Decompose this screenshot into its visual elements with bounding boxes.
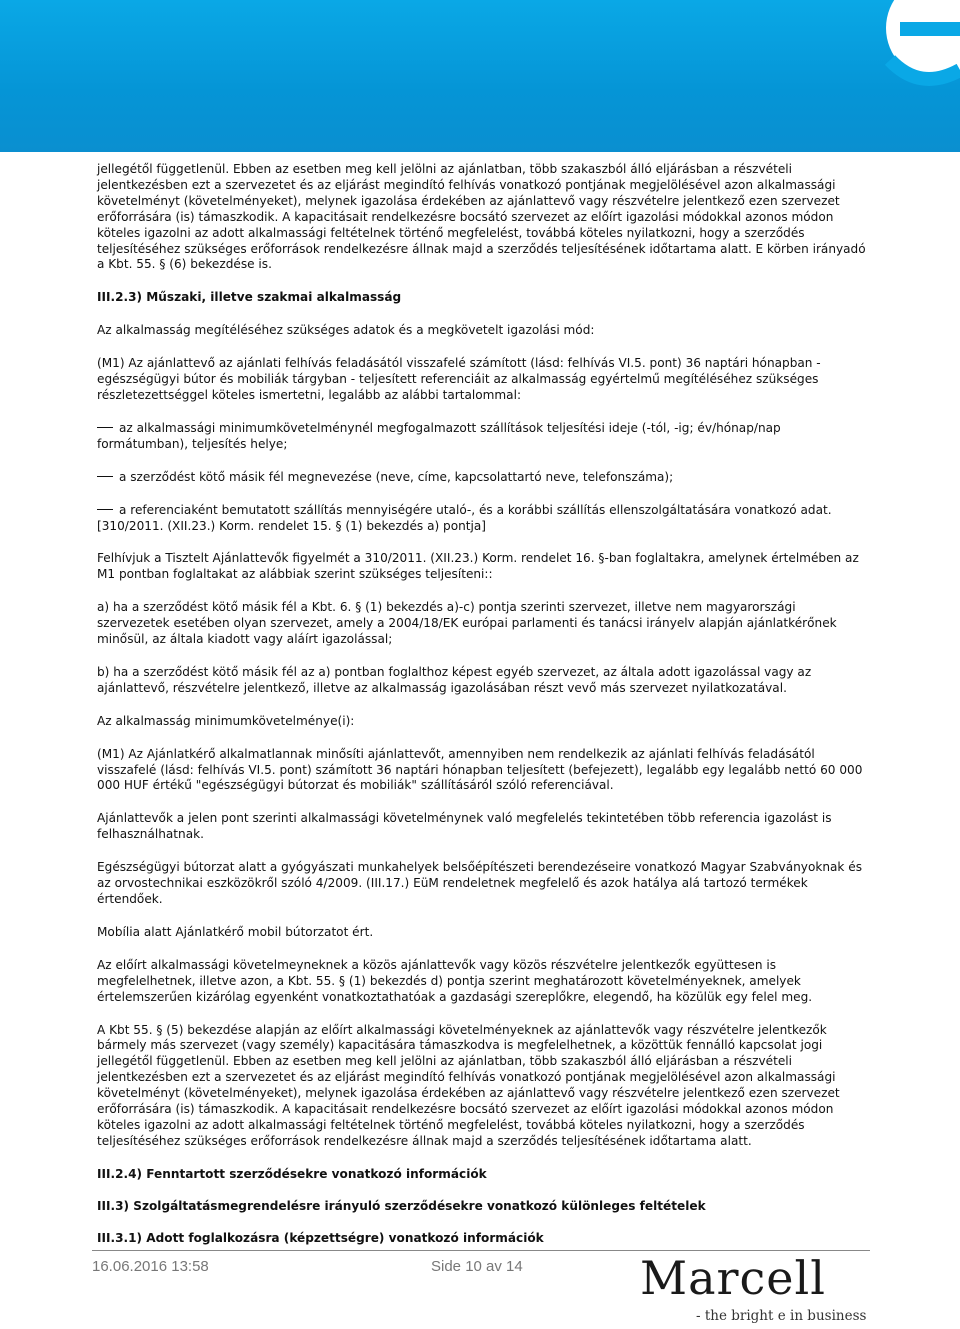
paragraph: Felhívjuk a Tisztelt Ajánlattevők figyelmét a 310/2011. (XII.23.) Korm. rendelet 16. §-ban foglaltakra, amelynek értelmében az M1 pontban foglaltakat az alábbiak szerint szükséges teljesíteni::: [97, 551, 859, 582]
section-heading: III.2.4) Fenntartott szerződésekre vonatkozó információk: [97, 1166, 487, 1181]
section-heading: III.2.3) Műszaki, illetve szakmai alkalmasság: [97, 290, 402, 305]
dash-bullet-icon: [97, 427, 113, 428]
paragraph: (M1) Az ajánlattevő az ajánlati felhívás feladásától visszafelé számított (lásd: felhívás VI.5. pont) 36 naptári hónapban - egészségügyi bútor és mobiliák tárgyban - teljesített referenciáit az alkalmasság egyértelmű megítéléséhez szükséges részletezettséggel köteles ismertetni, legalább az alábbi tartalommal:: [97, 356, 821, 402]
paragraph: b) ha a szerződést kötő másik fél az a) pontban foglalthoz képest egyéb szervezet, az általa adott igazolással vagy az ajánlattevő, részvételre jelentkező, illetve az alkalmasság igazolásában részt vevő más szervezet nyilatkozatával.: [97, 664, 812, 695]
paragraph: (M1) Az Ajánlatkérő alkalmatlannak minősíti ajánlattevőt, amennyiben nem rendelkezik az ajánlati felhívás feladásától visszafelé (lásd: felhívás VI.5. pont) számított 36 naptári hónapban teljesített (befejezett), legalább egy legalább nettó 60 000 000 HUF értékű "egészségügyi bútorzat és mobiliák" szállításáról szóló referenciával.: [97, 746, 863, 793]
paragraph: a) ha a szerződést kötő másik fél a Kbt. 6. § (1) bekezdés a)-c) pontja szerinti szervezet, illetve nem magyarországi szervezetek esetében olyan szervezet, amely a 2004/18/EK európai parlamenti és tanácsi irányelv alapján ajánlatkérőnek minősül, az általa kiadott vagy aláírt igazolással;: [97, 600, 837, 647]
paragraph: Mobília alatt Ajánlatkérő mobil bútorzatot ért.: [97, 924, 374, 939]
dash-bullet-icon: [97, 476, 113, 477]
paragraph: Egészségügyi bútorzat alatt a gyógyászati munkahelyek belsőépítészeti berendezéseire vonatkozó Magyar Szabványoknak és az orvostechnikai eszközökről szóló 4/2009. (III.17.) EüM rendeletnek megfelelő és azok hatálya alá tartozó termékek értendőek.: [97, 860, 863, 906]
footer-page-number: Side 10 av 14: [431, 1258, 523, 1275]
bullet-text: a szerződést kötő másik fél megnevezése (neve, címe, kapcsolattartó neve, telefonszáma);: [119, 469, 674, 484]
paragraph: Az alkalmasság megítéléséhez szükséges adatok és a megkövetelt igazolási mód:: [97, 323, 595, 338]
bullet-item: [97, 470, 867, 486]
footer-date: 16.06.2016 13:58: [92, 1258, 209, 1275]
brand-e-icon: [850, 0, 960, 110]
paragraph: Az alkalmasság minimumkövetelménye(i):: [97, 713, 355, 728]
document-body: [97, 162, 867, 1263]
brand-tagline: - the bright e in business: [696, 1308, 867, 1324]
paragraph: A Kbt 55. § (5) bekezdése alapján az előírt alkalmassági követelményeknek az ajánlattevők vagy részvételre jelentkezők bármely más szervezet (vagy személy) kapacitására támaszkodva is megfelelhetnek, a közöttük fennálló kapcsolat jogi jellegétől függetlenül. Ebben az esetben meg kell jelölni az ajánlatban, több szakaszból álló eljárásban a részvételi jelentkezésben ezt a szervezetet és az eljárást megindító felhívás vonatkozó pontjának megjelölésével azon alkalmassági követelményt (követelményeket), melynek igazolása érdekében az ajánlattevő vagy részvételre jelentkező ezen szervezet erőforrására (is) támaszkodik. A kapacitásait rendelkezésre bocsátó szervezet az előírt igazolási módokkal azonos módon köteles igazolni az adott alkalmassági feltételnek történő megfelelést, továbbá köteles nyilatkozni, hogy a szerződés teljesítéséhez szükséges erőforrások rendelkezésre állnak majd a szerződés teljesítésének időtartama alatt.: [97, 1022, 840, 1148]
bullet-item: [97, 503, 867, 535]
bullet-text: a referenciaként bemutatott szállítás mennyiségére utaló-, és a korábbi szállítás ellenszolgáltatására vonatkozó adat. [310/2011. (XII.23.) Korm. rendelet 15. § (1) bekezdés a) pontja]: [97, 502, 832, 533]
section-heading: III.3) Szolgáltatásmegrendelésre irányuló szerződésekre vonatkozó különleges feltételek: [97, 1198, 706, 1213]
brand-logo: [640, 1252, 870, 1326]
paragraph: Az előírt alkalmassági követelmeyneknek a közös ajánlattevők vagy közös részvételre jelentkezők együttesen is megfelelhetnek, illetve azon, a Kbt. 55. § (1) bekezdés d) pontja szerint meghatározott követelményeknek, amelyek értelemszerűen kizárólag egyenként vonatkoztathatóak a gazdasági szereplőkre, elegendő, ha közülük egy felel meg.: [97, 957, 813, 1004]
brand-name: Marcell: [640, 1251, 826, 1305]
paragraph: Ajánlattevők a jelen pont szerinti alkalmassági követelménynek való megfelelés tekintetében több referencia igazolást is felhasználhatnak.: [97, 811, 832, 842]
bullet-item: [97, 421, 867, 453]
dash-bullet-icon: [97, 509, 113, 510]
paragraph: jellegétől függetlenül. Ebben az esetben meg kell jelölni az ajánlatban, több szakaszból álló eljárásban a részvételi jelentkezésben ezt a szervezetet és az eljárást megindító felhívás vonatkozó pontjának megjelölésével azon alkalmassági követelményt (követelményeket), melynek igazolása érdekében az ajánlattevő vagy részvételre jelentkező ezen szervezet erőforrására (is) támaszkodik. A kapacitásait rendelkezésre bocsátó szervezet az előírt igazolási módokkal azonos módon köteles igazolni az adott alkalmassági feltételnek történő megfelelést, továbbá köteles nyilatkozni, hogy a szerződés teljesítéséhez szükséges erőforrások rendelkezésre állnak majd a szerződés teljesítésének időtartama alatt. E körben irányadó a Kbt. 55. § (6) bekezdése is.: [97, 162, 866, 272]
section-heading: III.3.1) Adott foglalkozásra (képzettségre) vonatkozó információk: [97, 1230, 544, 1245]
bullet-text: az alkalmassági minimumkövetelménynél megfogalmazott szállítások teljesítési ideje (-tól, -ig; év/hónap/nap formátumban), teljesítés helye;: [97, 420, 781, 451]
header-band: [0, 0, 960, 152]
